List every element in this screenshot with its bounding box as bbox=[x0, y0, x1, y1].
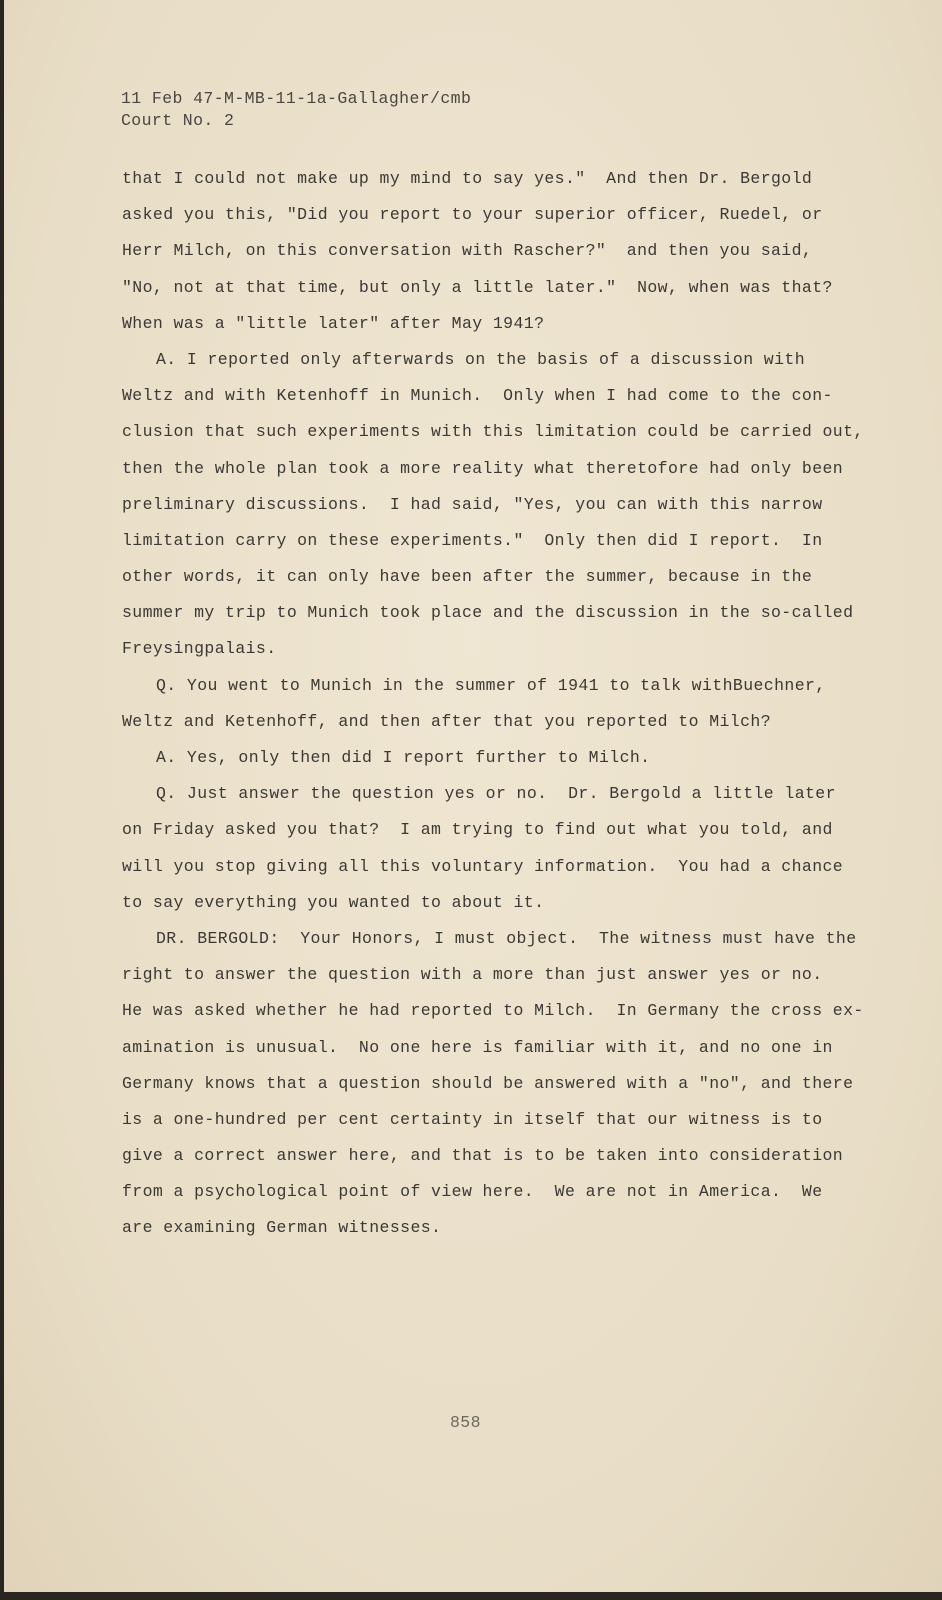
transcript-line: will you stop giving all this voluntary information. You had a chance bbox=[122, 856, 844, 876]
transcript-line: Weltz and with Ketenhoff in Munich. Only when I had come to the con- bbox=[122, 386, 833, 406]
transcript-line: He was asked whether he had reported to Milch. In Germany the cross ex- bbox=[122, 1001, 864, 1021]
transcript-line: other words, it can only have been after the summer, because in the bbox=[122, 567, 813, 587]
transcript-line: limitation carry on these experiments." Only then did I report. In bbox=[122, 530, 823, 550]
transcript-line: on Friday asked you that? I am trying to find out what you told, and bbox=[122, 820, 833, 840]
transcript-line: Q. You went to Munich in the summer of 1941 to talk withBuechner, bbox=[156, 675, 826, 695]
transcript-line: When was a "little later" after May 1941? bbox=[122, 313, 545, 333]
header-court: Court No. 2 bbox=[121, 111, 235, 130]
transcript-line: DR. BERGOLD: Your Honors, I must object. The witness must have the bbox=[156, 928, 857, 948]
transcript-line: give a correct answer here, and that is to be taken into consideration bbox=[122, 1146, 844, 1166]
transcript-line: to say everything you wanted to about it. bbox=[122, 892, 545, 912]
transcript-line: Herr Milch, on this conversation with Rascher?" and then you said, bbox=[122, 241, 813, 261]
transcript-body bbox=[122, 161, 864, 1247]
transcript-line: A. I reported only afterwards on the basis of a discussion with bbox=[156, 349, 806, 369]
document-page bbox=[4, 0, 942, 1592]
transcript-line: A. Yes, only then did I report further to Milch. bbox=[156, 748, 651, 767]
transcript-line: Weltz and Ketenhoff, and then after that you reported to Milch? bbox=[122, 711, 772, 731]
transcript-line: asked you this, "Did you report to your superior officer, Ruedel, or bbox=[122, 205, 823, 225]
transcript-line: Germany knows that a question should be answered with a "no", and there bbox=[122, 1073, 854, 1093]
page-number: 858 bbox=[450, 1413, 481, 1432]
transcript-line: summer my trip to Munich took place and the discussion in the so-called bbox=[122, 603, 854, 623]
transcript-line: then the whole plan took a more reality what theretofore had only been bbox=[122, 458, 844, 478]
transcript-line: from a psychological point of view here. We are not in America. We bbox=[122, 1182, 823, 1202]
transcript-line: clusion that such experiments with this limitation could be carried out, bbox=[122, 422, 864, 442]
transcript-line: "No, not at that time, but only a little later." Now, when was that? bbox=[122, 277, 833, 297]
transcript-line: Freysingpalais. bbox=[122, 639, 277, 659]
transcript-line: are examining German witnesses. bbox=[122, 1218, 442, 1238]
transcript-line: is a one-hundred per cent certainty in itself that our witness is to bbox=[122, 1109, 823, 1129]
transcript-line: preliminary discussions. I had said, "Yes, you can with this narrow bbox=[122, 494, 823, 514]
document-header bbox=[121, 88, 471, 132]
transcript-line: amination is unusual. No one here is familiar with it, and no one in bbox=[122, 1037, 833, 1057]
transcript-line: Q. Just answer the question yes or no. Dr. Bergold a little later bbox=[156, 784, 836, 804]
transcript-line: that I could not make up my mind to say yes." And then Dr. Bergold bbox=[122, 169, 813, 188]
header-reference: 11 Feb 47-M-MB-11-1a-Gallagher/cmb bbox=[121, 89, 472, 108]
transcript-line: right to answer the question with a more than just answer yes or no. bbox=[122, 965, 823, 985]
